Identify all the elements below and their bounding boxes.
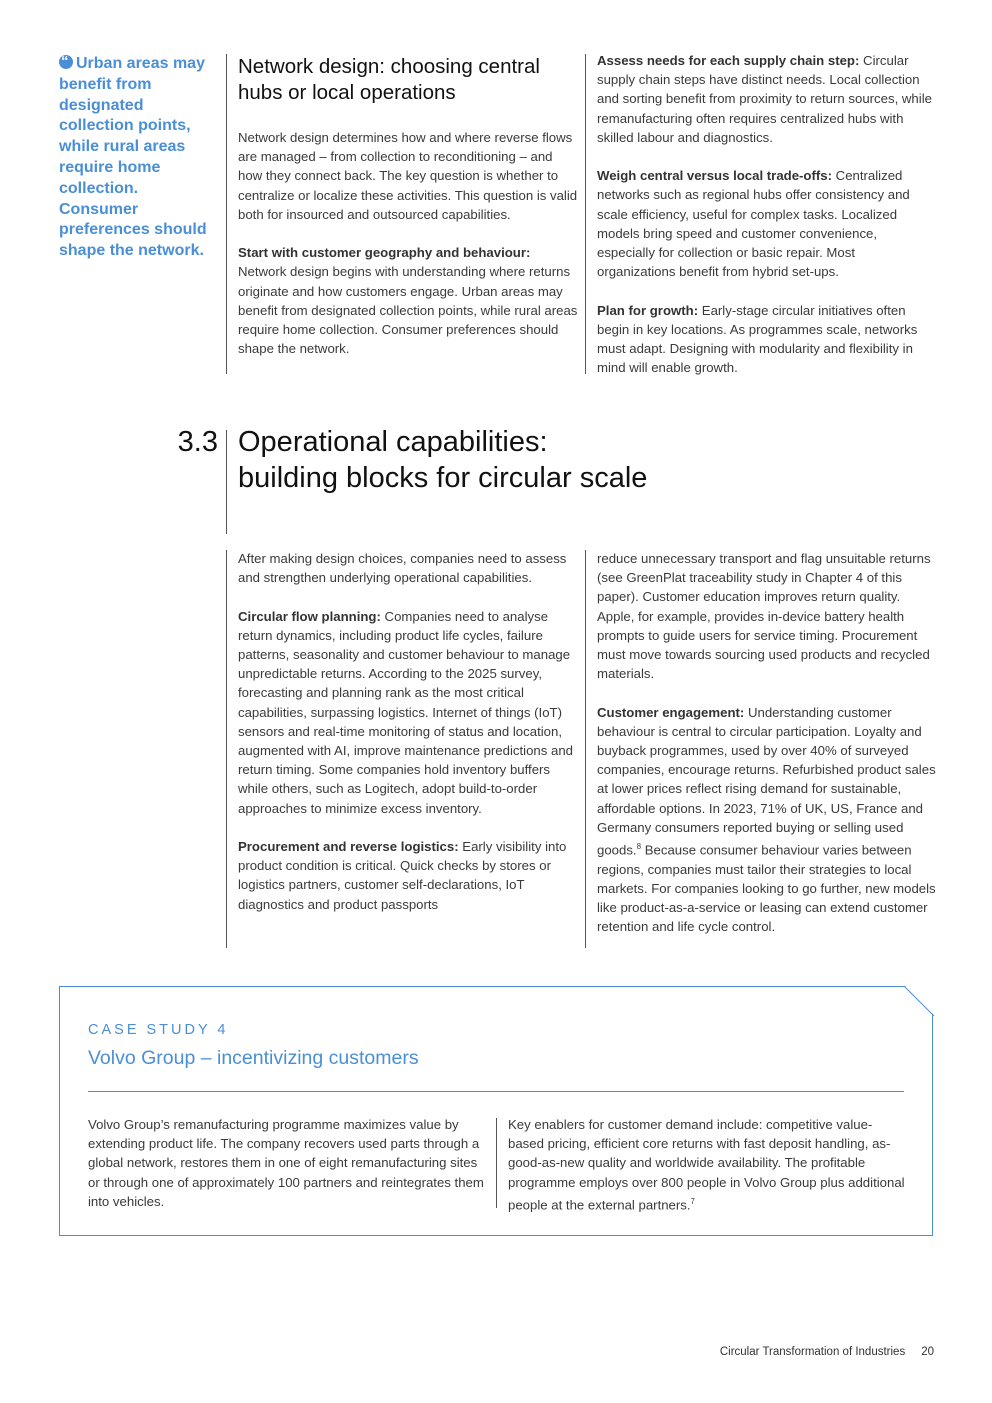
customer-bold: Start with customer geography and behaviour: (238, 245, 531, 261)
footnote-ref: 8 (636, 842, 642, 852)
section-column-2 (597, 549, 937, 956)
page-number: 20 (921, 1346, 934, 1358)
column-divider (585, 54, 586, 374)
footnote-ref: 7 (690, 1196, 695, 1206)
footer-title: Circular Transformation of Industries (719, 1346, 906, 1358)
case-study-right: Key enablers for customer demand include: competitive value-based pricing, efficient core returns with fast deposit handling, as-good-as-new quality and worldwide availability. The profitable programme employs over 800 people in Volvo Group plus additional people at the external partners.$^7$ (508, 1117, 905, 1213)
network-customer-paragraph: Start with customer geography and behaviour: Network design begins with understanding where returns originate and how customers engage. Urban areas may benefit from designated collection points, while rural areas require home collection. Consumer preferences should shape the network. (238, 245, 578, 357)
plan-paragraph: Plan for growth: Early-stage circular initiatives often begin in key locations. As programmes scale, networks must adapt. Designing with modularity and flexibility in mind will enable growth. (597, 302, 918, 376)
procurement-paragraph: Procurement and reverse logistics: Early visibility into product condition is critical. Quick checks by stores or logistics partners, customer self-declarations, IoT diagnostics and product passports (238, 839, 567, 912)
network-column-1 (238, 128, 578, 378)
engagement-paragraph: Customer engagement: Understanding customer behaviour is central to circular participation. Loyalty and buyback programmes, used by over 40% of surveyed companies, encourage returns. Refurbished product sales at lower prices reflect rising demand for sustainable, affordable options. In 2023, 71% of UK, US, France and Germany consumers reported buying or selling used goods.$^8$ Because consumer behaviour varies between regions, companies must tailor their strategies to local markets. For companies looking to go further, new models like product-as-a-service or leasing can extend customer retention and life cycle control. (597, 704, 936, 935)
column-divider (226, 54, 227, 374)
network-heading: Network design: choosing central hubs or local operations (238, 55, 540, 104)
section-divider (226, 430, 227, 534)
assess-paragraph: Assess needs for each supply chain step: Circular supply chain steps have distinct needs. Local collection and sorting benefit from proximity to return sources, while remanufacturing often requires centralized hubs with skilled labour and diagnostics. (597, 53, 932, 145)
network-intro: Network design determines how and where reverse flows are managed – from collection to reconditioning – and how they connect back. The key question is whether to centralize or localize these activities. This question is valid both for insourced and outsourced capabilities. (238, 130, 578, 222)
page-footer (720, 1346, 934, 1358)
column-divider (226, 550, 227, 948)
network-column-2 (597, 51, 937, 397)
procurement-continued: reduce unnecessary transport and flag unsuitable returns (see GreenPlat traceability study in Chapter 4 of this paper). Customer education improves return quality. Apple, for example, provides in-device battery health prompts to guide users for service timing. Procurement must move towards sourcing used products and recycled materials. (597, 551, 931, 682)
weigh-paragraph: Weigh central versus local trade-offs: Centralized networks such as regional hubs offer consistency and scale efficiency, useful for complex tasks. Localized models bring speed and customer convenience, especially for collection or basic repair. Most organizations benefit from hybrid set-ups. (597, 168, 910, 280)
section-intro: After making design choices, companies need to assess and strengthen underlying operational capabilities. (238, 551, 567, 586)
case-study-rule (88, 1091, 904, 1092)
pull-quote (59, 54, 219, 262)
section-number: 3.3 (177, 426, 218, 458)
section-column-1 (238, 549, 578, 933)
case-study-left: Volvo Group’s remanufacturing programme maximizes value by extending product life. The company recovers used parts through a global network, restores them in one of eight remanufacturing sites or through one of approximately 100 partners and reintegrates them into vehicles. (88, 1117, 484, 1209)
pull-quote-text: Urban areas may benefit from designated collection points, while rural areas require home collection. Consumer preferences should shape the network. (59, 55, 207, 260)
column-divider (585, 550, 586, 948)
case-study-label: CASE STUDY 4 (88, 1022, 229, 1038)
section-title: Operational capabilities: building blocks for circular scale (238, 426, 648, 494)
quote-icon (59, 55, 73, 69)
case-study-title: Volvo Group – incentivizing customers (88, 1047, 419, 1069)
flow-paragraph: Circular flow planning: Companies need to analyse return dynamics, including product life cycles, failure patterns, seasonality and customer behaviour to manage unpredictable returns. According to the 2025 survey, forecasting and planning rank as the most critical capabilities, surpassing logistics. Internet of things (IoT) sensors and real-time monitoring of status and location, augmented with AI, improve maintenance predictions and return timing. Some companies hold inventory buffers while others, such as Logitech, adopt build-to-order approaches to minimize excess inventory. (238, 608, 574, 816)
case-divider (496, 1118, 497, 1208)
case-corner-fold (904, 985, 935, 1016)
